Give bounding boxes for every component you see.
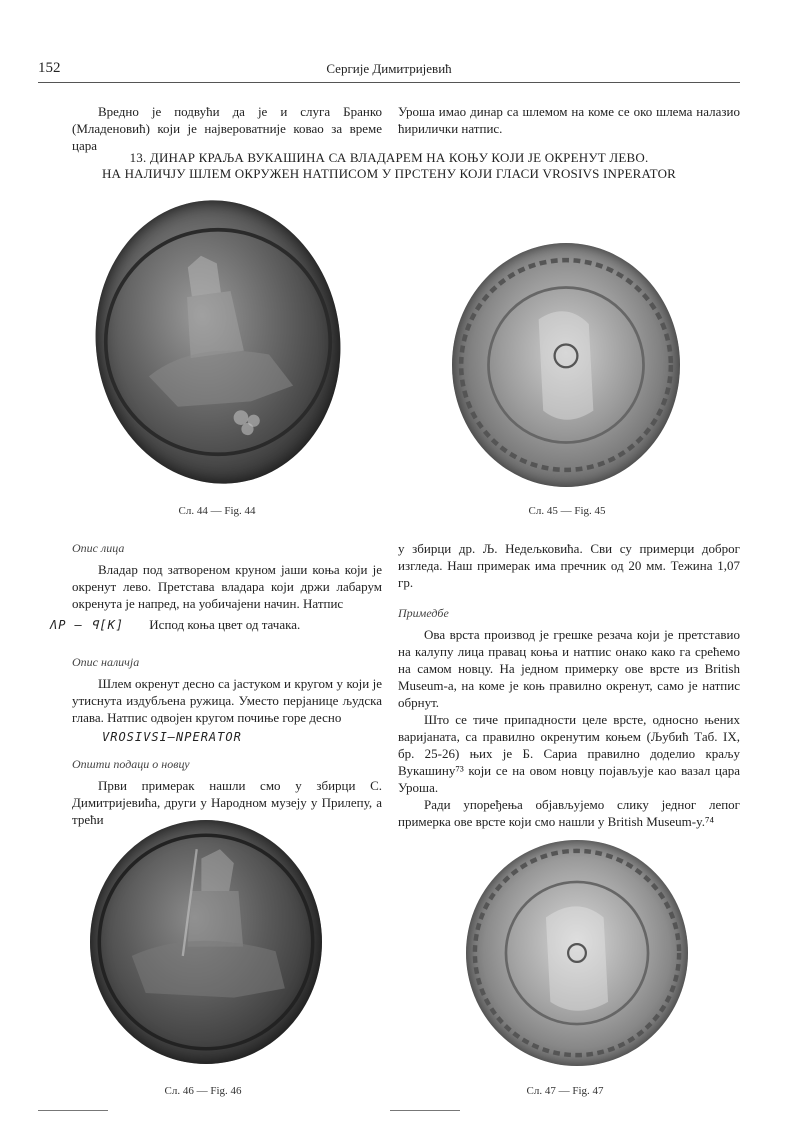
obverse-after-text: Испод коња цвет од тачака. xyxy=(149,617,301,632)
caption-fig44: Сл. 44 — Fig. 44 xyxy=(178,505,256,517)
caption-fig47: Сл. 47 — Fig. 47 xyxy=(526,1085,604,1097)
coin-photo-fig45 xyxy=(452,243,680,487)
reverse-inscription: VROSIVSI—NPERATOR xyxy=(102,730,242,744)
caption-fig46: Сл. 46 — Fig. 46 xyxy=(164,1085,242,1097)
footer-rule-left xyxy=(38,1110,108,1111)
reverse-inscription-line xyxy=(72,728,382,746)
section-title-line-2: НА НАЛИЧЈУ ШЛЕМ ОКРУЖЕН НАТПИСОМ У ПРСТЕНУ КОЈИ ГЛАСИ VROSIVS INPERATOR xyxy=(101,166,677,181)
remark-1: Ова врста производ је грешке резача који је претставио на калупу лица правац коња и натпис онако како га срећемо на самом новцу. На једном примерку ове врсте из British Museum-a, на коме је коњ правилно окренут, само је натпис обрнут. xyxy=(398,627,740,710)
coin-photo-fig44 xyxy=(77,184,358,499)
left-column xyxy=(50,540,382,828)
section-title-line-1: 13. ДИНАР КРАЉА ВУКАШИНА СА ВЛАДАРЕМ НА КОЊУ КОЈИ ЈЕ ОКРЕНУТ ЛЕВО. xyxy=(129,150,649,165)
coin-photo-fig47 xyxy=(466,840,688,1066)
section-title xyxy=(38,150,740,182)
footer-rule-right xyxy=(390,1110,460,1111)
remark-2: Што се тиче припадности целе врсте, односно њених варијаната, са правилно окренутим коњем (Љубић Таб. IX, бр. 25-26) њих је Б. Сариа правилно доделио краљу Вукашину⁷³ који се на овом новцу појављује као вазал цара Уроша. xyxy=(398,712,740,795)
page-header xyxy=(38,60,740,83)
rider-obverse-icon xyxy=(77,184,358,499)
page-number: 152 xyxy=(38,60,61,76)
heading-remarks: Примедбе xyxy=(398,606,449,620)
heading-obverse: Опис лица xyxy=(72,541,125,555)
general-description: Први примерак нашли смо у збирци С. Димитријевића, други у Народном музеју у Прилепу, а трећи xyxy=(72,778,382,827)
helmet-reverse-icon xyxy=(466,840,688,1066)
reverse-description: Шлем окренут десно са јастуком и кругом у који је утиснута издубљена ружица. Уместо перјанице људска глава. Натпис одвојен кругом почиње горе десно xyxy=(72,676,382,725)
helmet-reverse-icon xyxy=(452,243,680,487)
obverse-description: Владар под затвореном круном јаши коња који је окренут лево. Претстава владара који држи лабарум окренута је напред, на уобичајени начин. Натпис xyxy=(72,562,382,611)
general-continued: у збирци др. Љ. Недељковића. Сви су примерци доброг изгледа. Наш примерак има пречник од 20 мм. Тежина 1,07 гр. xyxy=(398,541,740,590)
caption-fig45: Сл. 45 — Fig. 45 xyxy=(528,505,606,517)
intro-left-text: Вредно је подвући да је и слуга Бранко (Младеновић) који је највероватније ковао за време цара xyxy=(72,104,382,153)
intro-right xyxy=(398,103,740,137)
obverse-inscription: ΛΡ — ꟼ[K] xyxy=(50,618,125,632)
rider-obverse-icon xyxy=(90,820,322,1064)
heading-general: Општи подаци о новцу xyxy=(72,757,190,771)
obverse-inscription-line xyxy=(50,616,382,636)
remark-3: Ради упоређења објављујемо слику једног лепог примерка ове врсте који смо нашли у British Museum-y.⁷⁴ xyxy=(398,797,740,829)
intro-left xyxy=(72,103,382,154)
coin-photo-fig46 xyxy=(90,820,322,1064)
right-column xyxy=(398,540,740,830)
heading-reverse: Опис наличја xyxy=(72,655,140,669)
running-head: Сергије Димитријевић xyxy=(326,61,452,76)
intro-right-text: Уроша имао динар са шлемом на коме се око шлема налазио ћирилички натпис. xyxy=(398,104,740,136)
